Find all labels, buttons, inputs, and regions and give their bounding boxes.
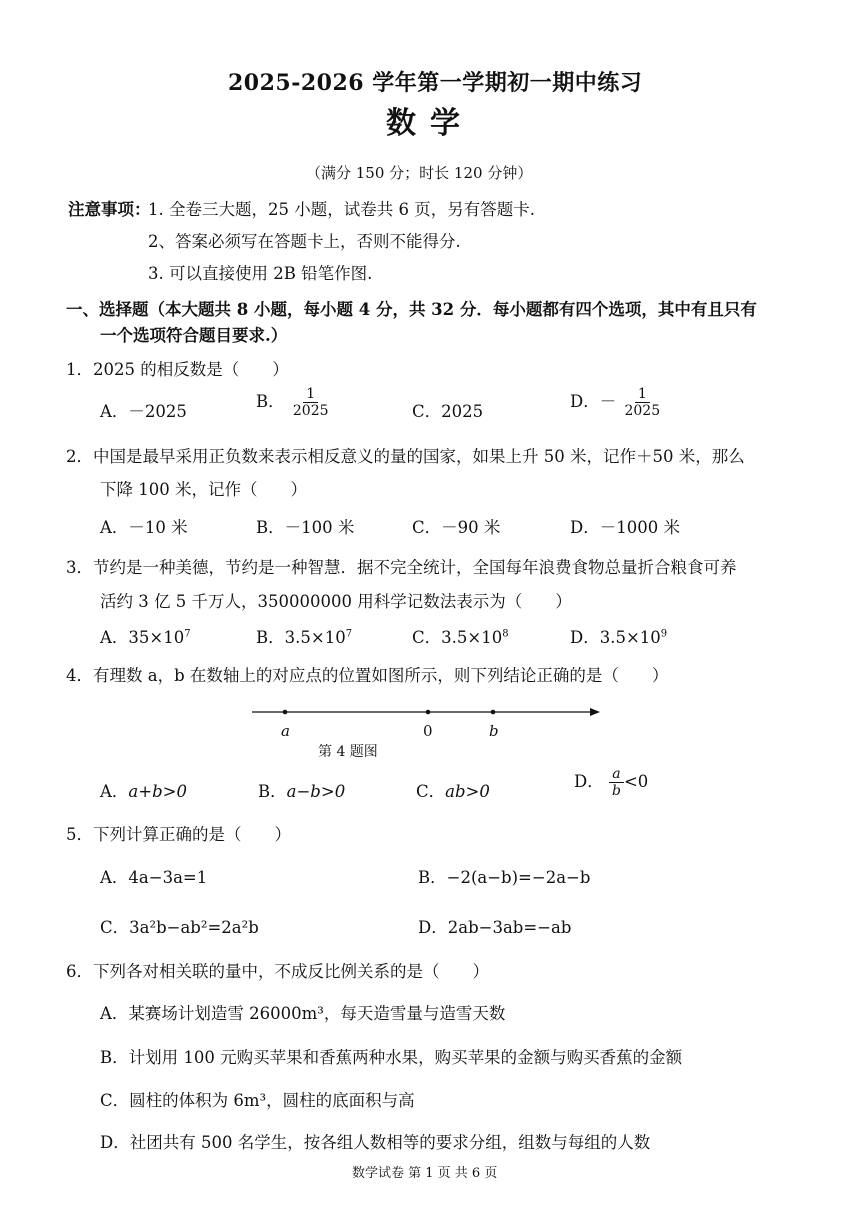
q4-d-rest: <0	[623, 772, 649, 792]
q5-option-b: B．−2(a−b)=−2a−b	[418, 868, 591, 887]
q1-b-denominator: 2025	[292, 403, 329, 420]
q4-option-c	[416, 778, 490, 802]
q3-a-base: A．35×10	[100, 628, 185, 647]
notes-label: 注意事项：	[68, 200, 151, 219]
q4-d-numerator: a	[609, 766, 623, 783]
q3-c-exponent: 8	[502, 628, 509, 640]
q4-d-label: D．	[574, 772, 604, 792]
q4-option-b	[258, 778, 345, 802]
q4-d-fraction	[609, 766, 624, 799]
q1-option-d	[570, 386, 663, 419]
q1-option-d-fraction	[621, 386, 663, 419]
q6-option-a: A．某赛场计划造雪 26000m³，每天造雪量与造雪天数	[100, 1004, 506, 1023]
point-b	[491, 710, 496, 715]
q5-option-c: C．3a²b−ab²=2a²b	[100, 918, 259, 937]
q2-option-b: B．－100 米	[256, 518, 355, 537]
q4-option-d	[574, 766, 648, 799]
q1-b-numerator: 1	[303, 386, 318, 403]
q4-a-label: A．	[100, 782, 129, 801]
q5-option-d: D．2ab−3ab=−ab	[418, 918, 572, 937]
q1-option-a: A．－2025	[100, 402, 187, 421]
q1-option-b	[256, 386, 332, 419]
q4-option-a	[100, 778, 187, 802]
q6-stem: 6．下列各对相关联的量中，不成反比例关系的是（ ）	[66, 962, 489, 981]
q2-option-c: C．－90 米	[412, 518, 501, 537]
q1-stem: 1．2025 的相反数是（ ）	[66, 360, 289, 379]
q6-option-b: B．计划用 100 元购买苹果和香蕉两种水果，购买苹果的金额与购买香蕉的金额	[100, 1048, 683, 1067]
q1-option-d-label: D．－	[570, 392, 617, 412]
q3-b-base: B．3.5×10	[256, 628, 346, 647]
q4-stem: 4．有理数 a，b 在数轴上的对应点的位置如图所示，则下列结论正确的是（ ）	[66, 666, 669, 685]
q1-option-c: C．2025	[412, 402, 484, 421]
q4-figure-caption: 第 4 题图	[318, 744, 378, 760]
q4-c-label: C．	[416, 782, 446, 801]
q3-option-a	[100, 624, 191, 648]
q2-line1: 2．中国是最早采用正负数来表示相反意义的量的国家，如果上升 50 米，记作＋50 米，那么	[66, 447, 745, 466]
q3-b-exponent: 7	[345, 628, 353, 640]
q2-option-d: D．－1000 米	[570, 518, 680, 537]
exam-meta: （满分 150 分；时长 120 分钟）	[306, 164, 533, 182]
section1-heading-line1: 一、选择题（本大题共 8 小题，每小题 4 分，共 32 分．每小题都有四个选项，其中有且只有	[66, 300, 757, 319]
q4-a-expr: a+b>0	[128, 782, 187, 801]
q3-option-b	[256, 624, 352, 648]
q4-label-b: b	[489, 722, 499, 740]
q1-d-numerator: 1	[635, 386, 650, 403]
section1-heading-line2: 一个选项符合题目要求.）	[100, 326, 288, 345]
q5-option-a: A．4a−3a=1	[100, 868, 208, 887]
q6-option-c: C．圆柱的体积为 6m³，圆柱的底面积与高	[100, 1091, 415, 1110]
q1-option-b-label: B．	[256, 392, 285, 412]
q3-c-base: C．3.5×10	[412, 628, 503, 647]
q1-option-b-fraction	[290, 386, 332, 419]
q2-line2: 下降 100 米，记作（ ）	[100, 480, 307, 499]
notes-item-3: 3. 可以直接使用 2B 铅笔作图.	[148, 264, 373, 283]
q2-option-a: A．－10 米	[100, 518, 188, 537]
q6-option-d: D．社团共有 500 名学生，按各组人数相等的要求分组，组数与每组的人数	[100, 1133, 651, 1152]
notes-item-2: 2、答案必须写在答题卡上，否则不能得分.	[148, 232, 461, 251]
number-line-arrow-icon	[590, 708, 600, 716]
q4-label-0: 0	[423, 722, 433, 740]
q4-b-expr: a−b>0	[286, 782, 346, 801]
q3-option-d	[570, 624, 667, 648]
notes-item-1: 1. 全卷三大题，25 小题，试卷共 6 页，另有答题卡.	[148, 200, 535, 219]
q3-line1: 3．节约是一种美德，节约是一种智慧．据不完全统计，全国每年浪费食物总量折合粮食可养	[66, 558, 737, 577]
q4-c-expr: ab>0	[445, 782, 490, 801]
q3-line2: 活约 3 亿 5 千万人，350000000 用科学记数法表示为（ ）	[100, 592, 572, 611]
point-a	[283, 710, 288, 715]
subject-title: 数学	[386, 106, 474, 141]
exam-title: 2025-2026 学年第一学期初一期中练习	[228, 70, 643, 96]
q4-d-denominator: b	[611, 783, 621, 800]
q5-stem: 5．下列计算正确的是（ ）	[66, 825, 291, 844]
q1-d-denominator: 2025	[624, 403, 661, 420]
q4-label-a: a	[281, 722, 290, 740]
q3-d-base: D．3.5×10	[570, 628, 661, 647]
q4-number-line	[240, 700, 610, 724]
page-footer: 数学试卷 第 1 页 共 6 页	[352, 1166, 498, 1181]
q3-a-exponent: 7	[184, 628, 191, 640]
q4-b-label: B．	[258, 782, 287, 801]
point-origin	[426, 710, 431, 715]
q3-option-c	[412, 624, 509, 648]
q3-d-exponent: 9	[660, 628, 668, 640]
